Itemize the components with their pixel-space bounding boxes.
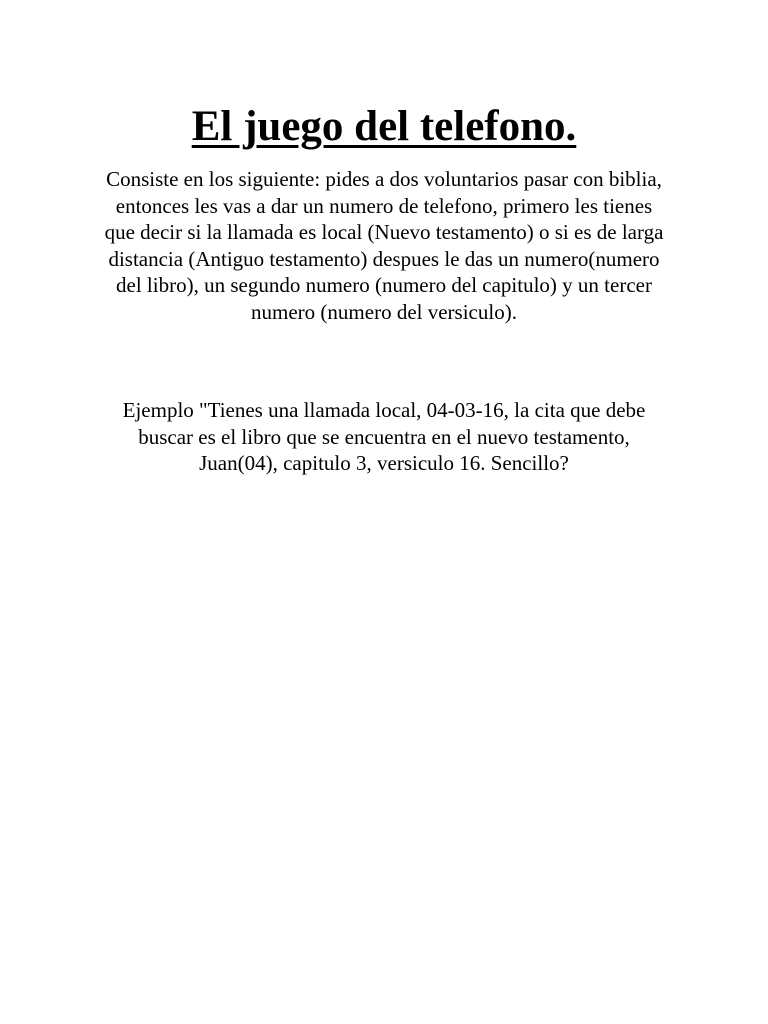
paragraph-example: Ejemplo "Tienes una llamada local, 04-03-16, la cita que debe buscar es el libro que se encuentra en el nuevo testamento, Juan(04), capitulo 3, versiculo 16. Sencillo? xyxy=(122,398,646,475)
document-title: El juego del telefono. xyxy=(191,103,577,150)
paragraph-instructions: Consiste en los siguiente: pides a dos voluntarios pasar con biblia, entonces les vas a dar un numero de telefono, primero les tienes que decir si la llamada es local (Nuevo testamento) o si es de larga distancia (Antiguo testamento) despues le das un numero(numero del libro), un segundo numero (numero del capitulo) y un tercer numero (numero del versiculo). xyxy=(104,167,664,324)
